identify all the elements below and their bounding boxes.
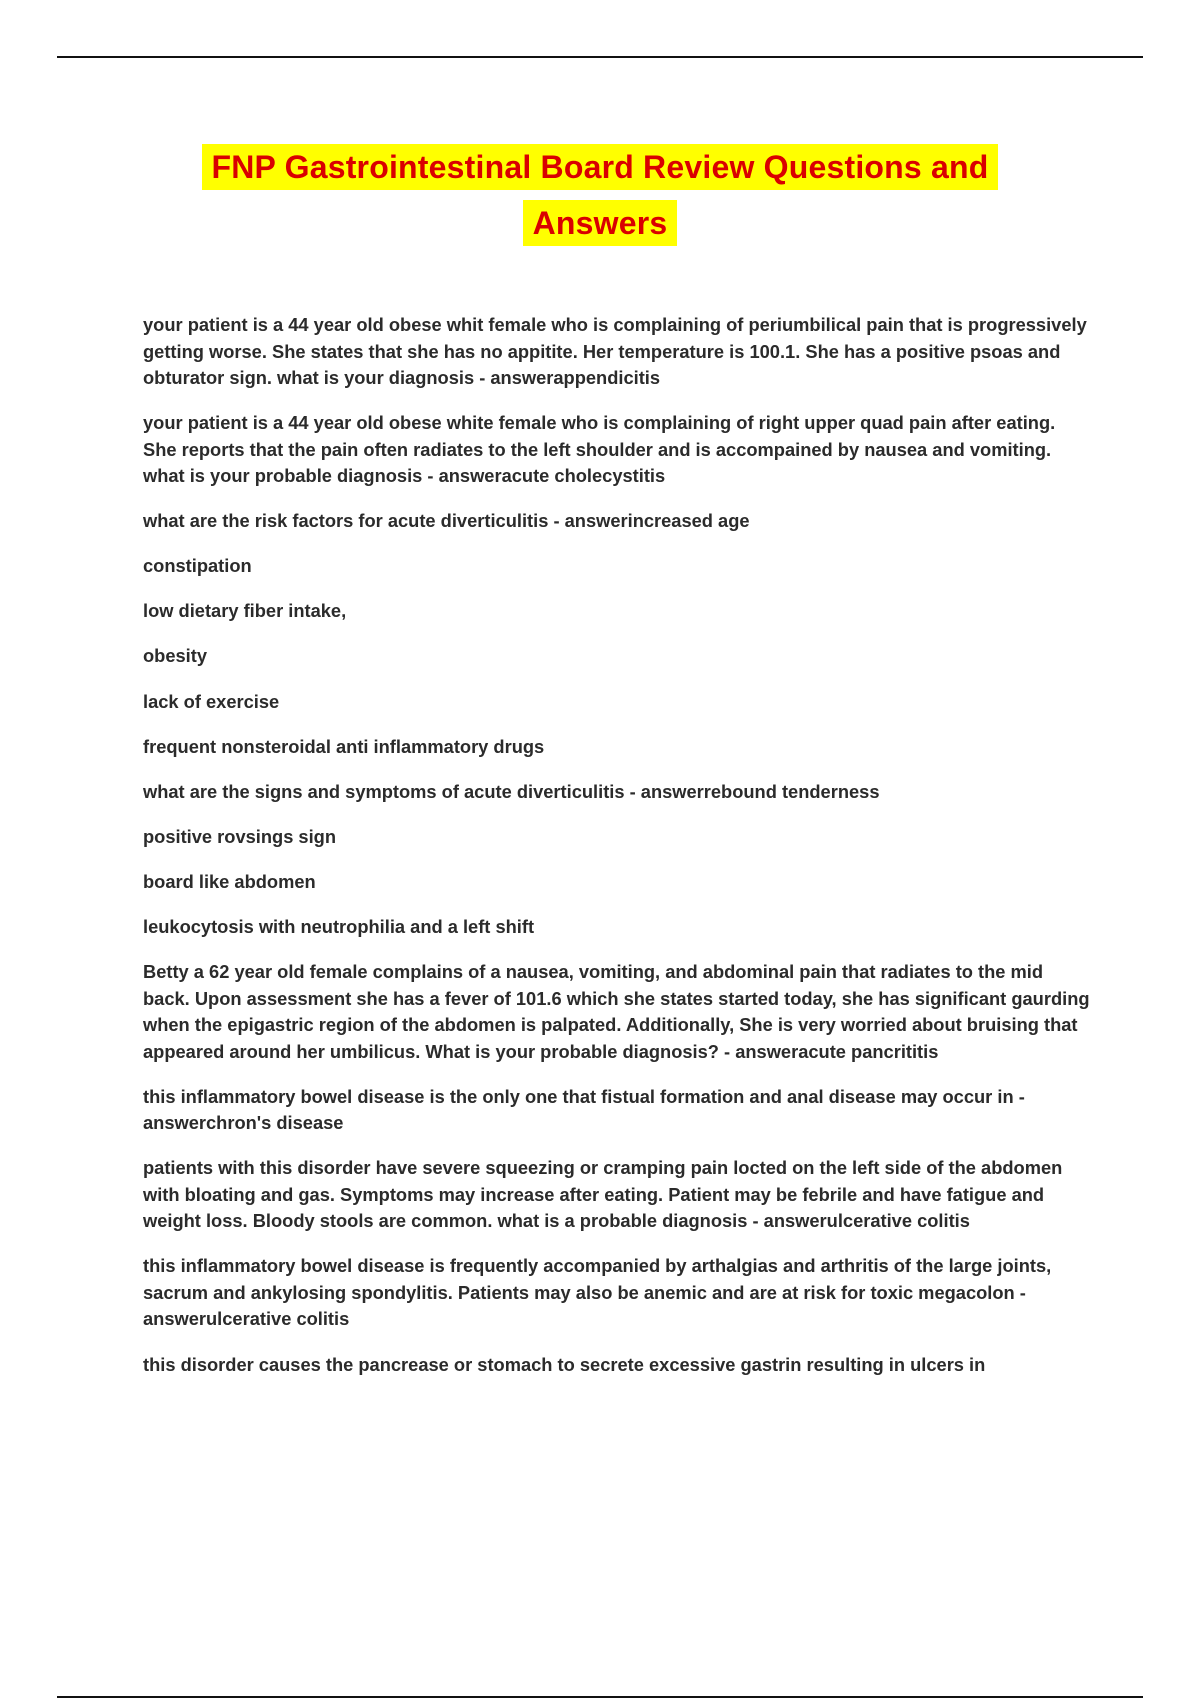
paragraph-4: constipation [143, 555, 252, 577]
title-line-2: Answers [523, 200, 678, 246]
paragraph-10: positive rovsings sign [143, 825, 337, 847]
paragraph-9: what are the signs and symptoms of acute diverticulitis - answerrebound tenderness [143, 780, 880, 802]
paragraph-6: obesity [143, 645, 208, 667]
bottom-divider [57, 1696, 1143, 1698]
top-divider [57, 56, 1143, 58]
document-body [143, 312, 1093, 1397]
paragraph-3: what are the risk factors for acute diverticulitis - answerincreased age [143, 510, 750, 532]
paragraph-8: frequent nonsteroidal anti inflammatory drugs [143, 735, 545, 757]
paragraph-14: this inflammatory bowel disease is the only one that fistual formation and anal disease may occur in - answerchron's disease [143, 1085, 1025, 1134]
title-line-1: FNP Gastrointestinal Board Review Questions and [202, 144, 999, 190]
paragraph-11: board like abdomen [143, 870, 316, 892]
paragraph-15: patients with this disorder have severe squeezing or cramping pain locted on the left side of the abdomen with bloating and gas. Symptoms may increase after eating. Patient may be febrile and have fatigue and weight loss. Bloody stools are common. what is a probable diagnosis - answerulcerative colitis [143, 1157, 1063, 1232]
paragraph-16: this inflammatory bowel disease is frequently accompanied by arthalgias and arthritis of the large joints, sacrum and ankylosing spondylitis. Patients may also be anemic and are at risk for toxic megacolon - answerulcerative colitis [143, 1255, 1052, 1330]
paragraph-1: your patient is a 44 year old obese whit female who is complaining of periumbilical pain that is progressively getting worse. She states that she has no appitite. Her temperature is 100.1. She has a positive psoas and obturator sign. what is your diagnosis - answerappendicitis [143, 314, 1087, 388]
document-title [100, 144, 1100, 256]
paragraph-5: low dietary fiber intake, [143, 600, 347, 622]
paragraph-13: Betty a 62 year old female complains of a nausea, vomiting, and abdominal pain that radiates to the mid back. Upon assessment she has a fever of 101.6 which she states started today, she has significant gaurding when the epigastric region of the abdomen is palpated. Additionally, She is very worried about bruising that appeared around her umbilicus. What is your probable diagnosis? - answeracute pancrititis [143, 961, 1090, 1062]
paragraph-17: this disorder causes the pancrease or stomach to secrete excessive gastrin resulting in ulcers in [143, 1353, 986, 1375]
paragraph-2: your patient is a 44 year old obese white female who is complaining of right upper quad pain after eating. She reports that the pain often radiates to the left shoulder and is accompained by nausea and vomiting. what is your probable diagnosis - answeracute cholecystitis [143, 412, 1056, 487]
paragraph-12: leukocytosis with neutrophilia and a left shift [143, 916, 535, 938]
paragraph-7: lack of exercise [143, 690, 280, 712]
